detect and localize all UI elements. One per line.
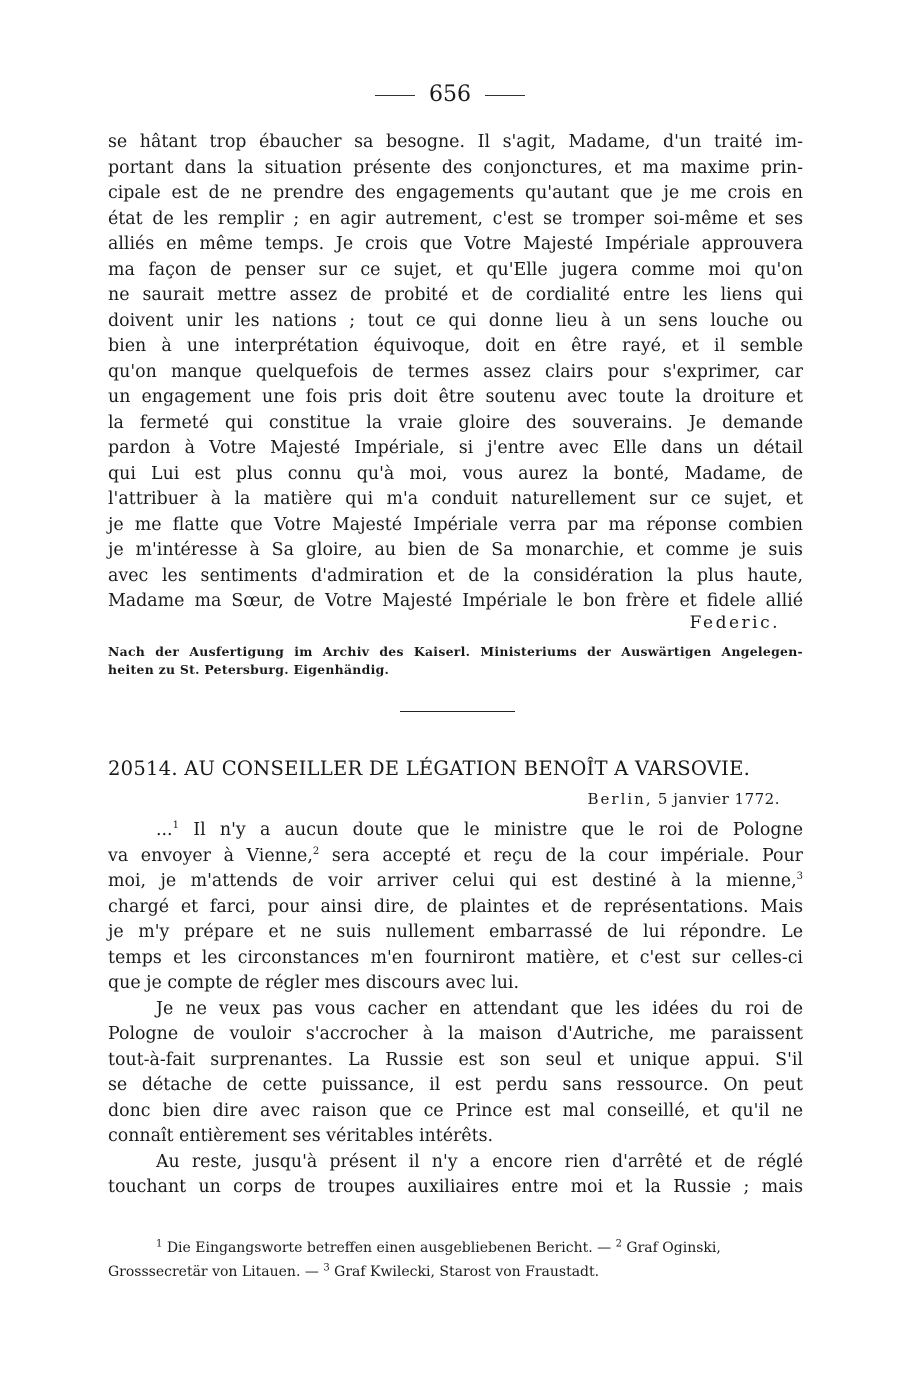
text-line: cipale est de ne prendre des engagements qu'autant que je me crois en bbox=[108, 183, 803, 203]
footnote-ref-2: 2 bbox=[312, 845, 320, 857]
dateline-place: Berlin, bbox=[587, 790, 653, 808]
signature: Federic. bbox=[689, 613, 780, 633]
text-line: qui Lui est plus connu qu'à moi, vous aurez la bonté, Madame, de bbox=[108, 463, 803, 484]
section-divider bbox=[400, 711, 515, 712]
header-dash-left bbox=[375, 95, 415, 96]
text-line: donc bien dire avec raison que ce Prince est mal conseillé, et qu'il ne bbox=[108, 1100, 803, 1121]
text-line: tout-à-fait surprenantes. La Russie est son seul et unique appui. S'il bbox=[108, 1049, 803, 1070]
letter-number: 20514. bbox=[108, 757, 178, 780]
text-line bbox=[108, 844, 803, 870]
text-line: un engagement une fois pris doit être soutenu avec toute la droiture et bbox=[108, 387, 803, 407]
text-line: se hâtant trop ébaucher sa besogne. Il s'agit, Madame, d'un traité im- bbox=[108, 132, 803, 152]
text-line: Madame ma Sœur, de Votre Majesté Impériale le bon frère et fidele allié bbox=[108, 591, 803, 611]
footnote-1: Die Eingangsworte betreffen einen ausgebliebenen Bericht. — bbox=[162, 1240, 616, 1256]
footnotes bbox=[108, 1236, 803, 1284]
footnote-mark-3: 3 bbox=[323, 1262, 330, 1274]
source-line: heiten zu St. Petersburg. Eigenhändig. bbox=[108, 662, 390, 677]
text-line: avec les sentiments d'admiration et de la considération la plus haute, bbox=[108, 565, 803, 586]
text-line: état de les remplir ; en agir autrement, c'est se tromper soi-même et ses bbox=[108, 208, 803, 229]
text-line: ne saurait mettre assez de probité et de cordialité entre les liens qui bbox=[108, 285, 803, 305]
text-line bbox=[108, 818, 803, 844]
letter-title: AU CONSEILLER DE LÉGATION BENOÎT A VARSOVIE. bbox=[184, 757, 751, 780]
text-line: que je compte de régler mes discours avec lui. bbox=[108, 973, 520, 993]
text-line: ma façon de penser sur ce sujet, et qu'Elle jugera comme moi qu'on bbox=[108, 259, 803, 280]
text-line: la fermeté qui constitue la vraie gloire des souverains. Je demande bbox=[108, 412, 803, 433]
text-fragment: va envoyer à Vienne, bbox=[108, 845, 313, 866]
header-dash-right bbox=[485, 95, 525, 96]
page-number: 656 bbox=[429, 82, 471, 107]
footnote-mark-2: 2 bbox=[615, 1238, 622, 1250]
letter-heading bbox=[108, 757, 803, 780]
text-line: l'attribuer à la matière qui m'a conduit naturellement sur ce sujet, et bbox=[108, 489, 803, 509]
ellipsis: ... bbox=[156, 820, 173, 840]
text-line: chargé et farci, pour ainsi dire, de plaintes et de représentations. Mais bbox=[108, 896, 803, 917]
text-fragment: sera accepté et reçu de la cour impériale. Pour bbox=[319, 845, 803, 866]
footnote-ref-3: 3 bbox=[796, 871, 803, 883]
letter-body bbox=[108, 818, 803, 1201]
text-line: pardon à Votre Majesté Impériale, si j'entre avec Elle dans un détail bbox=[108, 438, 803, 458]
text-line: portant dans la situation présente des conjonctures, et ma maxime prin- bbox=[108, 157, 803, 178]
text-line: touchant un corps de troupes auxiliaires entre moi et la Russie ; mais bbox=[108, 1177, 803, 1197]
dateline bbox=[500, 790, 780, 808]
page-header bbox=[0, 82, 900, 107]
source-note bbox=[108, 643, 803, 679]
text-line: Je ne veux pas vous cacher en attendant que les idées du roi de bbox=[156, 998, 803, 1019]
text-line: je m'y prépare et ne suis nullement embarrassé de lui répondre. Le bbox=[108, 922, 803, 942]
source-line: Nach der Ausfertigung im Archiv des Kaiserl. Ministeriums der Auswärtigen Angelegen- bbox=[108, 644, 803, 659]
text-line: je m'intéresse à Sa gloire, au bien de Sa monarchie, et comme je suis bbox=[108, 540, 803, 560]
footnote-2-cont: Grosssecretär von Litauen. — bbox=[108, 1264, 324, 1280]
text-line: se détache de cette puissance, il est perdu sans ressource. On peut bbox=[108, 1075, 803, 1095]
letter-body-continued bbox=[108, 130, 803, 615]
text-line: doivent unir les nations ; tout ce qui donne lieu à un sens louche ou bbox=[108, 310, 803, 331]
text-line: je me flatte que Votre Majesté Impériale verra par ma réponse combien bbox=[108, 514, 803, 535]
footnote-2: Graf Oginski, bbox=[621, 1240, 721, 1256]
text-line bbox=[108, 869, 803, 895]
text-line: qu'on manque quelquefois de termes assez clairs pour s'exprimer, car bbox=[108, 361, 803, 382]
text-fragment: Il n'y a aucun doute que le ministre que le roi de Pologne bbox=[178, 820, 803, 840]
footnote-line bbox=[108, 1260, 803, 1284]
text-line: connaît entièrement ses véritables intérêts. bbox=[108, 1126, 494, 1146]
dateline-date: 5 janvier 1772. bbox=[657, 790, 780, 808]
text-line: temps et les circonstances m'en fourniront matière, et c'est sur celles-ci bbox=[108, 947, 803, 968]
footnote-mark-1: 1 bbox=[156, 1238, 163, 1250]
text-line: alliés en même temps. Je crois que Votre Majesté Impériale approuvera bbox=[108, 234, 803, 254]
text-line: Pologne de vouloir s'accrocher à la maison d'Autriche, me paraissent bbox=[108, 1024, 803, 1044]
footnote-ref-1: 1 bbox=[172, 820, 179, 832]
footnote-3: Graf Kwilecki, Starost von Fraustadt. bbox=[329, 1264, 600, 1280]
text-fragment: moi, je m'attends de voir arriver celui qui est destiné à la mienne, bbox=[108, 871, 797, 891]
text-line: bien à une interprétation équivoque, doit en être rayé, et il semble bbox=[108, 336, 803, 356]
text-line: Au reste, jusqu'à présent il n'y a encore rien d'arrêté et de réglé bbox=[156, 1151, 803, 1172]
footnote-line bbox=[108, 1236, 803, 1260]
